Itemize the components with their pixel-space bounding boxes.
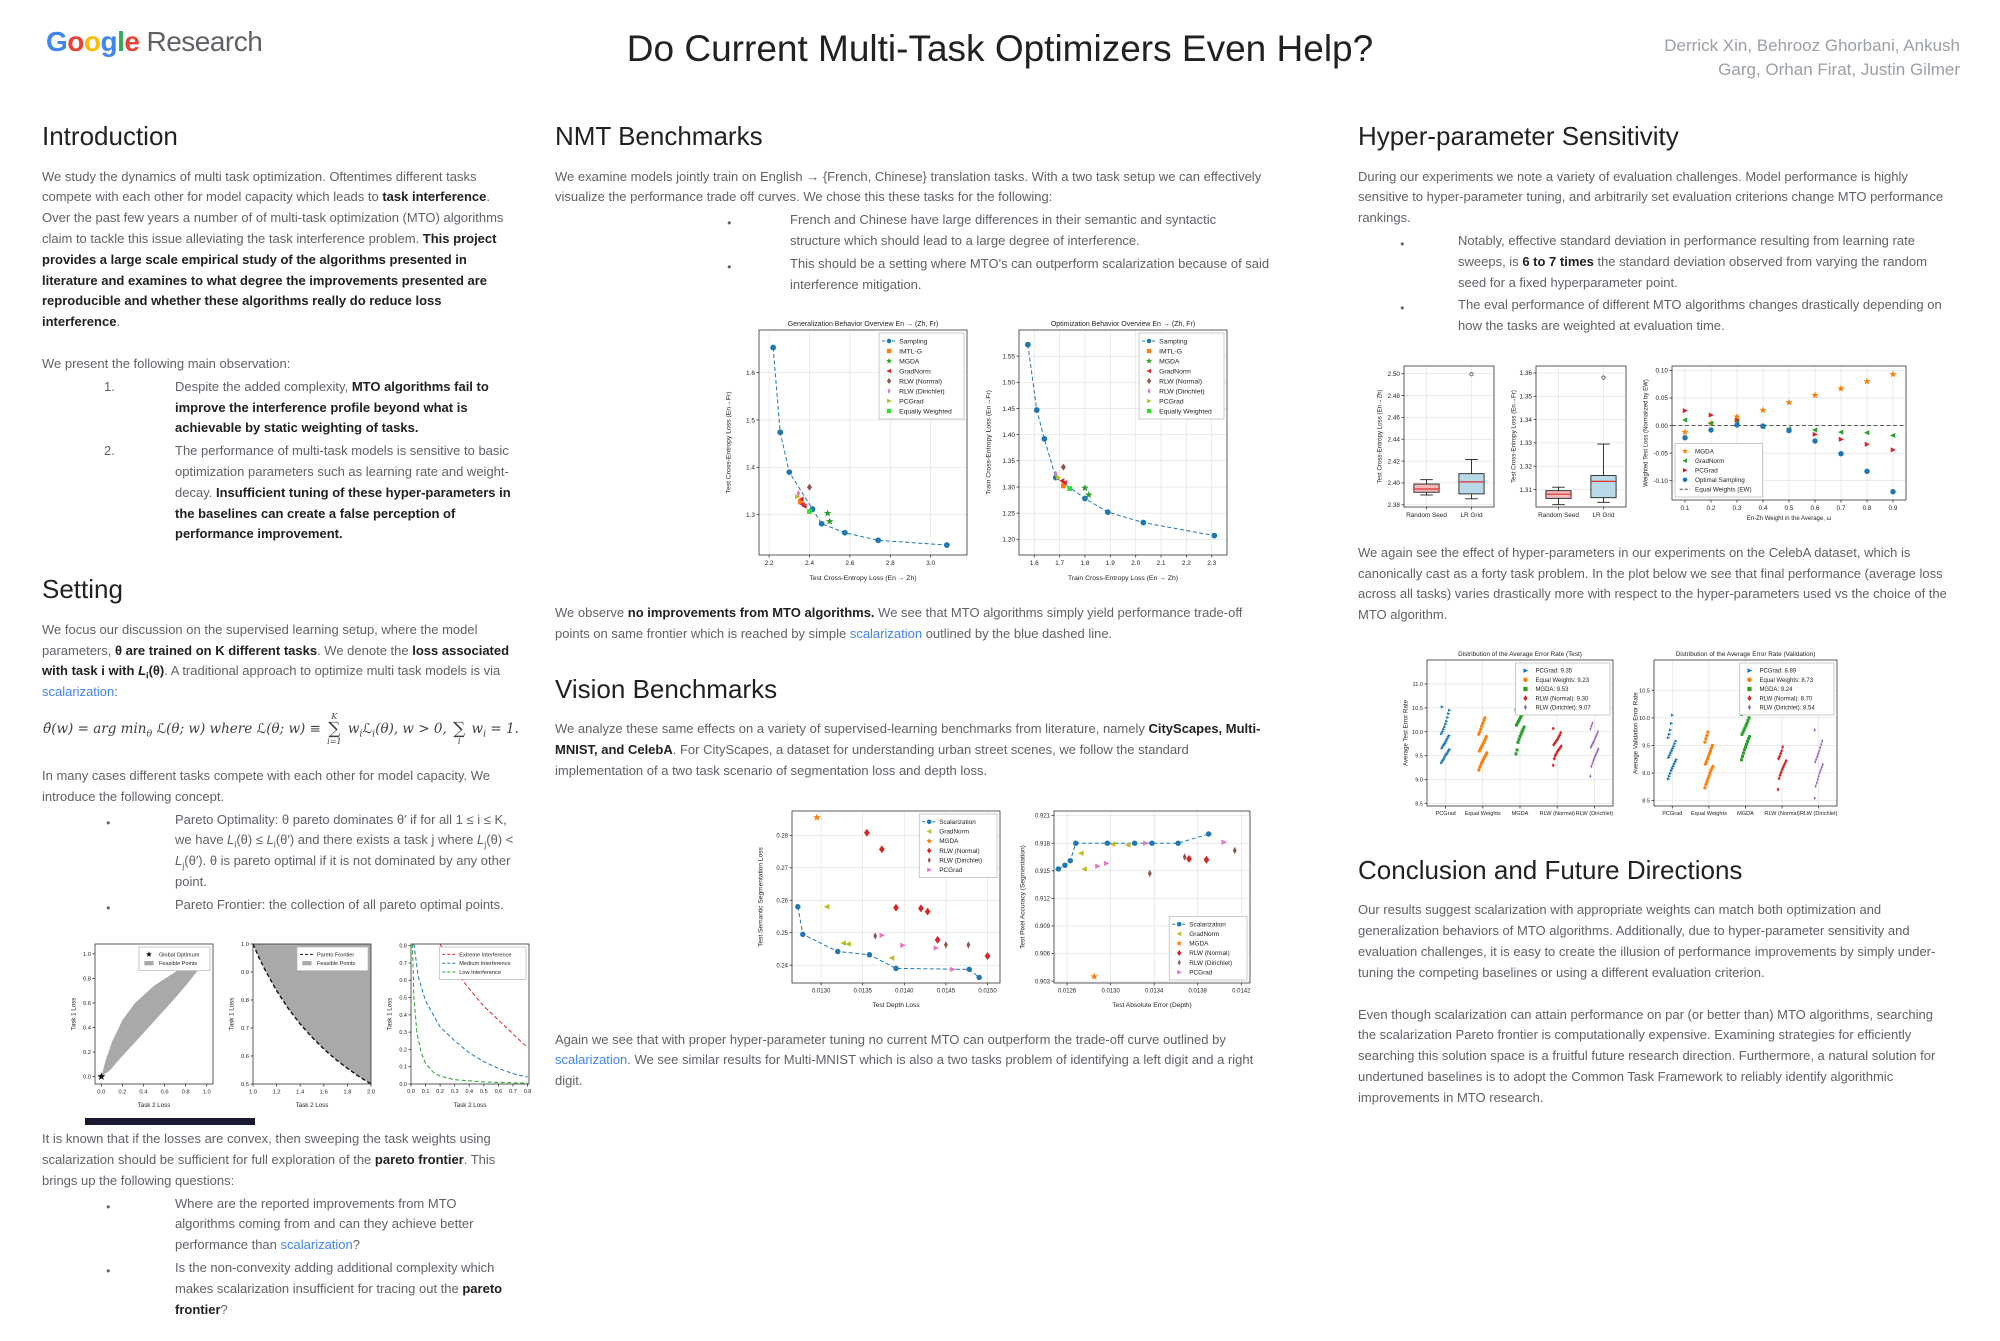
figure-weighted-test-loss [1640,358,1912,529]
svg-text:2.0: 2.0 [1131,560,1141,568]
svg-text:0.0130: 0.0130 [1101,988,1120,995]
svg-text:2.48: 2.48 [1387,392,1400,400]
svg-text:2.50: 2.50 [1387,370,1400,378]
svg-text:2.2: 2.2 [1181,560,1191,568]
svg-text:1.3: 1.3 [745,512,755,520]
setting-questions-list [42,1194,520,1321]
svg-text:0.3: 0.3 [450,1088,459,1095]
svg-text:Average Test Error Rate: Average Test Error Rate [1402,699,1410,767]
logo-letter: l [117,26,125,57]
intro-heading: Introduction [42,121,178,151]
svg-text:Weighted Test Loss (Normalized: Weighted Test Loss (Normalized by EW) [1643,379,1650,487]
svg-text:2.44: 2.44 [1387,436,1400,444]
svg-text:1.8: 1.8 [1080,560,1090,568]
svg-text:0.7: 0.7 [1836,504,1846,512]
svg-text:0.2: 0.2 [1706,504,1716,512]
svg-text:0.0142: 0.0142 [1232,988,1251,995]
svg-text:MGDA: 9.53: MGDA: 9.53 [1535,687,1569,694]
svg-text:RLW (Dirichlet): RLW (Dirichlet) [939,857,983,865]
svg-text:2.42: 2.42 [1387,458,1400,466]
svg-text:IMTL-G: IMTL-G [899,348,923,356]
intro-observations-list [42,377,520,545]
svg-text:Task 1 Loss: Task 1 Loss [386,997,394,1030]
column-right [1358,112,1950,1130]
svg-text:PCGrad: PCGrad [1662,811,1683,818]
svg-text:0.0: 0.0 [97,1088,106,1095]
logo-letter: o [67,26,84,57]
svg-text:LR Grid: LR Grid [1592,511,1615,519]
list-item: ● The eval performance of different MTO algorithms changes drastically depending on how the tasks are weighted at evaluation time. [1358,295,1950,337]
svg-text:Task 2 Loss: Task 2 Loss [137,1101,171,1109]
svg-text:1.35: 1.35 [1519,393,1532,401]
svg-text:MGDA: MGDA [1159,358,1180,366]
svg-text:0.5: 0.5 [480,1088,488,1095]
logo-letter: g [100,26,118,57]
svg-text:GradNorm: GradNorm [1695,457,1725,465]
svg-text:1.32: 1.32 [1519,463,1532,471]
nmt-bullets [555,210,1270,295]
svg-text:0.918: 0.918 [1034,841,1050,848]
svg-text:Extreme Interference: Extreme Interference [459,951,512,958]
svg-text:10.5: 10.5 [1412,705,1423,712]
svg-text:0.26: 0.26 [776,898,788,905]
hyper-bullets [1358,231,1950,337]
svg-text:0.00: 0.00 [1655,422,1668,430]
column-left [42,112,532,1341]
svg-text:Optimal Sampling: Optimal Sampling [1695,476,1745,484]
svg-text:0.915: 0.915 [1034,868,1050,875]
svg-text:1.9: 1.9 [1105,560,1115,568]
bottom-edge-artifact [85,1118,255,1125]
svg-text:0.0130: 0.0130 [811,988,831,995]
figure-boxplot-en-fr [1508,358,1630,529]
svg-text:Task 1 Loss: Task 1 Loss [70,997,78,1030]
svg-text:Generalization Behavior Overvi: Generalization Behavior Overview En → (Zh, Fr) [787,321,939,329]
svg-text:0.2: 0.2 [118,1088,127,1095]
svg-text:Random Seed: Random Seed [1538,511,1579,519]
svg-text:0.0150: 0.0150 [978,988,997,995]
svg-text:Equal Weights: Equal Weights [1464,811,1501,818]
svg-text:RLW (Normal): RLW (Normal) [1159,378,1202,386]
svg-text:8.5: 8.5 [1415,801,1423,808]
svg-text:0.7: 0.7 [240,1025,249,1032]
svg-text:1.2: 1.2 [272,1088,281,1095]
svg-text:-0.10: -0.10 [1653,477,1668,485]
svg-text:0.0126: 0.0126 [1057,988,1077,995]
svg-text:MGDA: MGDA [899,358,920,366]
svg-text:Medium Interference: Medium Interference [459,960,511,967]
setting-questions-lead: It is known that if the losses are convex, then sweeping the task weights using scalarization should be sufficient for full exploration of the pareto frontier. This brings up the following questions: [42,1131,496,1188]
conclusion-heading: Conclusion and Future Directions [1358,854,1743,885]
svg-text:Test Cross-Entropy Loss (En→Fr: Test Cross-Entropy Loss (En→Fr) [1510,390,1518,483]
svg-text:MGDA: MGDA [1189,940,1209,948]
svg-text:0.5: 0.5 [1784,504,1794,512]
svg-text:Task 2 Loss: Task 2 Loss [453,1101,487,1109]
svg-text:Equal Weights: 9.23: Equal Weights: 9.23 [1535,677,1590,684]
vision-paragraph: We analyze these same effects on a variety of supervised-learning benchmarks from literature, namely CityScapes, Multi-MNIST, and CelebA. For CityScapes, a dataset for understanding urban street scenes, we follow the standard implementation of a two task scenario of segmentation loss and depth loss. [555,721,1261,778]
svg-text:Equal Weights: Equal Weights [1690,811,1727,818]
svg-text:0.25: 0.25 [776,930,788,937]
svg-text:MGDA: MGDA [1695,448,1714,456]
svg-text:2.6: 2.6 [845,560,855,568]
svg-text:0.2: 0.2 [399,1046,407,1053]
svg-text:RLW (Dirichlet): 9.07: RLW (Dirichlet): 9.07 [1535,705,1591,712]
svg-text:10.0: 10.0 [1412,729,1423,736]
authors-line-1: Derrick Xin, Behrooz Ghorbani, Ankush [1664,36,1960,55]
svg-text:8.5: 8.5 [1642,798,1650,805]
scalarization-equation: θ̂(w) = arg $\min_\theta$ ℒ(θ; w) where ℒ(θ; w) ≡ K ∑ i=1 $w_iℒ_i(\theta)$, w > 0, ∑ i $w_i = 1$. [43,711,519,746]
svg-text:1.34: 1.34 [1519,416,1532,424]
svg-text:1.35: 1.35 [1002,458,1015,466]
svg-text:PCGrad: PCGrad [939,866,963,874]
svg-text:Test Cross-Entropy Loss (En →: Test Cross-Entropy Loss (En → Zh) [809,575,917,583]
svg-text:Feasible Points: Feasible Points [316,960,356,967]
svg-text:1.45: 1.45 [1002,406,1015,414]
svg-text:0.0: 0.0 [399,1081,407,1088]
vision-observation-paragraph: Again we see that with proper hyper-parameter tuning no current MTO can outperform the trade-off curve outlined by scalarization. We see similar results for Multi-MNIST which is also a two tasks problem of identifying a left digit and a right digit. [555,1031,1254,1089]
svg-text:1.50: 1.50 [1002,379,1015,387]
sensitivity-figures-row [1374,358,1950,529]
svg-text:Test Depth Loss: Test Depth Loss [872,1001,920,1009]
svg-text:0.9: 0.9 [240,969,249,976]
svg-text:GradNorm: GradNorm [899,368,931,376]
svg-text:En-Zh Weight in the Average, ω: En-Zh Weight in the Average, ω [1746,515,1832,522]
vision-heading: Vision Benchmarks [555,673,778,704]
svg-text:11.0: 11.0 [1412,681,1423,688]
svg-text:Optimization Behavior Overview: Optimization Behavior Overview En → (Zh, Fr) [1050,321,1196,329]
svg-text:1.4: 1.4 [296,1088,305,1095]
svg-text:0.4: 0.4 [399,1012,407,1019]
figure-cityscapes-accuracy [1017,803,1257,1016]
svg-text:0.6: 0.6 [82,1000,91,1007]
svg-text:IMTL-G: IMTL-G [1159,348,1183,356]
svg-text:Test Semantic Segmentation Los: Test Semantic Segmentation Loss [757,846,765,947]
svg-text:Pareto Frontier: Pareto Frontier [316,951,355,958]
svg-text:Equal Weights: 8.73: Equal Weights: 8.73 [1759,677,1814,684]
svg-text:0.0140: 0.0140 [895,988,914,995]
svg-text:Equally Weighted: Equally Weighted [899,408,952,416]
svg-text:0.3: 0.3 [399,1029,407,1036]
svg-text:1.40: 1.40 [1002,432,1015,440]
svg-text:RLW (Dirichlet): RLW (Dirichlet) [1799,811,1838,818]
svg-text:GradNorm: GradNorm [1159,368,1191,376]
svg-text:Global Optimum: Global Optimum [158,951,200,958]
list-item: The performance of multi-task models is sensitive to basic optimization parameters such as learning rate and weight-decay. Insufficient tuning of these hyper-parameters in the baselines can create a false perception of performance improvement. [175,443,511,542]
svg-text:Distribution of the Average Er: Distribution of the Average Error Rate (Validation) [1675,650,1816,658]
svg-text:0.10: 0.10 [1655,367,1668,375]
svg-text:2.0: 2.0 [366,1088,376,1095]
scalarization-link[interactable]: scalarization [849,625,923,641]
svg-text:Average Validation Error Rate: Average Validation Error Rate [1632,692,1640,774]
svg-text:0.1: 0.1 [1680,504,1690,512]
svg-text:Feasible Points: Feasible Points [158,960,198,967]
svg-text:Train Cross-Entropy Loss (En→F: Train Cross-Entropy Loss (En→Fr) [985,390,993,496]
svg-text:0.0145: 0.0145 [936,988,956,995]
svg-text:3.0: 3.0 [926,560,936,568]
svg-text:RLW (Normal): RLW (Normal) [1189,949,1230,957]
svg-text:0.912: 0.912 [1034,896,1050,903]
svg-text:0.0: 0.0 [82,1074,91,1081]
svg-text:Random Seed: Random Seed [1406,511,1447,519]
svg-text:0.0134: 0.0134 [1145,988,1164,995]
svg-text:LR Grid: LR Grid [1460,511,1483,519]
svg-text:0.3: 0.3 [1732,504,1742,512]
list-item: Despite the added complexity, MTO algorithms fail to improve the interference profile beyond what is achievable by static weighting of tasks. [175,378,489,436]
svg-text:1.0: 1.0 [202,1088,211,1095]
nmt-heading: NMT Benchmarks [555,121,763,151]
setting-concepts-lead: In many cases different tasks compete with each other for model capacity. We introduce the following concept. [42,767,490,804]
svg-text:1.7: 1.7 [1055,560,1065,568]
svg-text:PCGrad: 9.35: PCGrad: 9.35 [1535,668,1573,675]
svg-text:2.2: 2.2 [764,560,774,568]
svg-text:9.0: 9.0 [1642,770,1650,777]
svg-text:Distribution of the Average Er: Distribution of the Average Error Rate (Test) [1458,650,1582,658]
svg-text:1.6: 1.6 [1029,560,1039,568]
nmt-figures-row [723,316,1270,589]
svg-text:RLW (Normal): 8.70: RLW (Normal): 8.70 [1759,696,1813,703]
list-item: ● French and Chinese have large differences in their semantic and syntactic structure which should lead to a large degree of interference. [555,210,1270,252]
figure-interference-levels [384,937,534,1116]
svg-text:1.55: 1.55 [1002,353,1015,361]
svg-text:0.24: 0.24 [776,963,788,969]
svg-text:0.4: 0.4 [82,1025,91,1032]
svg-text:0.906: 0.906 [1034,951,1050,958]
conclusion-paragraph-2: Even though scalarization can attain performance on par (or better than) MTO algorithms, searching the scalarization Pareto frontier is computationally expensive. Examining strategies for efficiently searching this solution space is a fruitful future research direction. Furthermore, a natural solution for undertuned baselines is to adopt the Common Task Framework to reliably identify algorithmic improvements in MTO research. [1358,1006,1936,1105]
svg-text:1.0: 1.0 [240,941,249,948]
svg-text:0.7: 0.7 [509,1088,517,1095]
svg-text:MGDA: MGDA [1737,811,1754,818]
svg-text:1.25: 1.25 [1002,510,1015,518]
svg-text:0.903: 0.903 [1034,979,1050,986]
column-middle [555,112,1270,1113]
svg-text:0.1: 0.1 [421,1088,430,1095]
svg-text:0.8: 0.8 [523,1088,532,1095]
setting-paragraph: We focus our discussion on the supervised learning setup, where the model parameters, θ are trained on K different tasks. We denote the loss associated with task i with $L_i(\theta)$. A traditional approach to optimize multi task models is via scalarization: [42,621,510,700]
pareto-figures-row [68,937,532,1116]
svg-text:Test Cross-Entropy Loss (En→Fr: Test Cross-Entropy Loss (En→Fr) [725,391,733,494]
svg-text:0.921: 0.921 [1034,813,1050,820]
svg-text:1.6: 1.6 [745,370,755,378]
svg-text:0.1: 0.1 [399,1064,407,1071]
svg-text:2.3: 2.3 [1207,560,1217,568]
svg-text:RLW (Normal): RLW (Normal) [939,847,980,855]
svg-text:Task 2 Loss: Task 2 Loss [295,1101,329,1109]
svg-text:GradNorm: GradNorm [1189,930,1220,938]
svg-text:9.5: 9.5 [1642,743,1650,750]
svg-text:1.30: 1.30 [1002,484,1015,492]
svg-text:1.31: 1.31 [1519,486,1532,494]
svg-text:RLW (Dirichlet): RLW (Dirichlet) [1575,811,1614,818]
svg-text:0.8: 0.8 [181,1088,190,1095]
poster-authors [1664,34,1960,82]
svg-text:0.8: 0.8 [399,943,407,950]
svg-text:RLW (Dirichlet): RLW (Dirichlet) [1189,959,1233,967]
svg-text:10.0: 10.0 [1639,715,1650,722]
setting-concepts-list [42,810,520,916]
svg-text:1.0: 1.0 [248,1088,258,1095]
distribution-figures-row [1400,647,1950,826]
intro-observations-lead: We present the following main observation: [42,355,291,371]
figure-error-distribution-validation [1630,647,1842,826]
list-item: ● Notably, effective standard deviation in performance resulting from learning rate sweeps, is 6 to 7 times the standard deviation observed from varying the random seed for a fixed hyperparameter point. [1358,231,1950,293]
svg-text:2.40: 2.40 [1387,480,1400,488]
figure-global-optimum [68,937,218,1116]
svg-text:0.4: 0.4 [1758,504,1768,512]
svg-text:Test Pixel Accuracy (Segmentat: Test Pixel Accuracy (Segmentation) [1019,844,1027,949]
svg-text:0.4: 0.4 [139,1088,148,1095]
figure-error-distribution-test [1400,647,1618,826]
svg-text:0.0138: 0.0138 [1188,988,1207,995]
conclusion-paragraph-1: Our results suggest scalarization with appropriate weights can match both optimization and generalization behaviors of MTO algorithms. Additionally, due to hyper-parameter sensitivity and evaluation challenges, it is easy to create the illusion of performance improvements by simply under-tuning the competing baselines or using a different evaluation criterion. [1358,902,1936,980]
svg-text:RLW (Normal): RLW (Normal) [1539,811,1575,818]
google-logo-letters [46,26,139,57]
svg-text:Train Cross-Entropy Loss (En →: Train Cross-Entropy Loss (En → Zh) [1067,575,1179,583]
svg-text:2.4: 2.4 [804,560,815,568]
logo-letter: o [83,26,101,57]
svg-text:MGDA: MGDA [939,837,959,845]
svg-text:0.6: 0.6 [399,977,407,984]
vision-figures-row [755,803,1270,1016]
google-research-logo [46,26,262,58]
list-item: ● This should be a setting where MTO's can outperform scalarization because of said interference mitigation. [555,254,1270,296]
svg-text:0.6: 0.6 [240,1053,249,1060]
svg-text:RLW (Normal): 9.30: RLW (Normal): 9.30 [1535,696,1589,703]
svg-text:Test Absolute Error (Depth): Test Absolute Error (Depth) [1112,1001,1192,1009]
svg-text:Equally Weighted: Equally Weighted [1159,408,1212,416]
svg-text:RLW (Dirichlet): 8.54: RLW (Dirichlet): 8.54 [1759,705,1815,712]
svg-text:Low Interference: Low Interference [459,969,501,976]
figure-nmt-optimization [983,316,1235,589]
svg-text:0.6: 0.6 [1810,504,1820,512]
authors-line-2: Garg, Orhan Firat, Justin Gilmer [1718,59,1960,79]
logo-letter: e [124,26,140,57]
svg-text:0.2: 0.2 [436,1088,444,1095]
svg-text:Sampling: Sampling [1159,338,1188,346]
logo-letter: G [46,26,68,57]
logo-research-label: Research [146,26,263,57]
hyper-heading: Hyper-parameter Sensitivity [1358,121,1679,151]
svg-text:PCGrad: PCGrad [899,398,924,406]
svg-text:1.5: 1.5 [745,417,755,425]
svg-text:1.36: 1.36 [1519,370,1532,378]
figure-boxplot-en-zh [1374,358,1498,529]
svg-text:0.2: 0.2 [82,1049,91,1056]
svg-text:0.5: 0.5 [399,995,407,1002]
svg-text:PCGrad: PCGrad [1189,969,1213,977]
svg-text:0.0135: 0.0135 [853,988,872,995]
poster-columns [42,112,1950,1341]
svg-text:2.1: 2.1 [1156,560,1166,568]
svg-text:GradNorm: GradNorm [939,828,970,836]
svg-text:RLW (Normal): RLW (Normal) [899,378,942,386]
scalarization-link[interactable]: scalarization [42,684,115,700]
svg-text:2.46: 2.46 [1387,414,1400,422]
svg-text:Scalarization: Scalarization [1189,921,1226,929]
hyper-paragraph: During our experiments we note a variety of evaluation challenges. Model performance is highly sensitive to hyper-parameter tuning, and arbitrarily set evaluation criterions change MTO performance rankings. [1358,168,1944,226]
svg-text:2.38: 2.38 [1387,502,1400,510]
list-item: ● Where are the reported improvements from MTO algorithms coming from and can they achieve better performance than scalarization? [42,1194,520,1256]
svg-text:MGDA: 9.24: MGDA: 9.24 [1759,687,1793,694]
svg-text:0.909: 0.909 [1034,923,1050,930]
svg-text:Task 1 Loss: Task 1 Loss [228,997,236,1030]
svg-text:0.0: 0.0 [407,1088,415,1095]
svg-text:0.9: 0.9 [1888,504,1898,512]
figure-cityscapes-segmentation [755,803,1007,1016]
svg-text:Scalarization: Scalarization [939,818,976,826]
svg-text:Test Cross-Entropy Loss (En→Zh: Test Cross-Entropy Loss (En→Zh) [1376,389,1384,484]
svg-text:9.5: 9.5 [1415,753,1423,760]
svg-text:1.33: 1.33 [1519,440,1532,448]
svg-text:9.0: 9.0 [1415,777,1423,784]
svg-text:1.8: 1.8 [343,1088,352,1095]
svg-text:0.27: 0.27 [776,865,788,872]
celeba-paragraph: We again see the effect of hyper-parameters in our experiments on the CelebA dataset, which is canonically cast as a forty task problem. In the plot below we see that final performance (average loss across all tasks) varies drastically more with respect to the hyper-parameters used vs the choice of the MTO algorithm. [1358,544,1947,623]
svg-text:0.8: 0.8 [1862,504,1872,512]
svg-text:1.4: 1.4 [745,465,755,473]
svg-text:0.7: 0.7 [399,960,407,967]
svg-text:PCGrad: 8.89: PCGrad: 8.89 [1759,668,1797,675]
poster-title: Do Current Multi-Task Optimizers Even Help? [626,28,1374,69]
svg-text:1.20: 1.20 [1002,536,1015,544]
svg-text:0.5: 0.5 [240,1081,249,1088]
svg-text:0.05: 0.05 [1655,395,1668,403]
nmt-paragraph: We examine models jointly train on English → {French, Chinese} translation tasks. With a two task setup we can effectively visualize the performance trade off curves. We chose this these tasks for the following: [555,168,1262,205]
svg-text:0.4: 0.4 [465,1088,474,1095]
scalarization-link[interactable]: scalarization [280,1237,353,1253]
svg-text:PCGrad: PCGrad [1695,467,1718,475]
svg-text:Sampling: Sampling [899,338,928,346]
svg-text:0.28: 0.28 [776,833,788,840]
svg-text:Equal Weights (EW): Equal Weights (EW) [1695,486,1752,494]
nmt-observation-paragraph: We observe no improvements from MTO algorithms. We see that MTO algorithms simply yield performance trade-off points on same frontier which is reached by simple scalarization outlined by the blue dashed line. [555,605,1243,641]
list-item: ● Pareto Frontier: the collection of all pareto optimal points. [42,895,520,916]
svg-text:PCGrad: PCGrad [1159,398,1184,406]
list-item: ● Pareto Optimality: θ pareto dominates θ′ if for all 1 ≤ i ≤ K, we have $L_i(\theta) \le L_i(\theta')$ and there exists a task j where $L_j(\theta) < L_j(\theta')$. θ is pareto optimal if it is not dominated by any other point. [42,810,520,893]
svg-text:0.6: 0.6 [160,1088,169,1095]
svg-text:0.6: 0.6 [494,1088,503,1095]
intro-paragraph: We study the dynamics of multi task optimization. Oftentimes different tasks compete with each other for model capacity which leads to task interference. Over the past few years a number of of multi-task optimization (MTO) algorithms claim to tackle this issue alleviating the task interference problem. This project provides a large scale empirical study of the algorithms presented in literature and examines to what degree the improvements presented are reproducible and whether these algorithms really do reduce loss interference. [42,168,504,330]
figure-pareto-frontier [226,937,376,1116]
svg-text:-0.05: -0.05 [1653,450,1668,458]
list-item: ● Is the non-convexity adding additional complexity which makes scalarization insufficient for tracing out the pareto frontier? [42,1258,520,1320]
svg-text:PCGrad: PCGrad [1435,811,1456,818]
svg-text:1.6: 1.6 [319,1088,328,1095]
svg-text:RLW (Normal): RLW (Normal) [1764,811,1800,818]
svg-text:MGDA: MGDA [1511,811,1529,818]
figure-nmt-generalization [723,316,975,589]
svg-text:1.0: 1.0 [82,951,91,958]
svg-text:10.5: 10.5 [1639,688,1650,695]
svg-text:0.8: 0.8 [82,975,91,982]
svg-text:2.8: 2.8 [885,560,895,568]
svg-text:RLW (Dirichlet): RLW (Dirichlet) [899,388,945,396]
scalarization-link[interactable]: scalarization [555,1052,628,1068]
svg-text:RLW (Dirichlet): RLW (Dirichlet) [1159,388,1205,396]
setting-heading: Setting [42,574,123,605]
svg-text:0.8: 0.8 [240,997,249,1004]
